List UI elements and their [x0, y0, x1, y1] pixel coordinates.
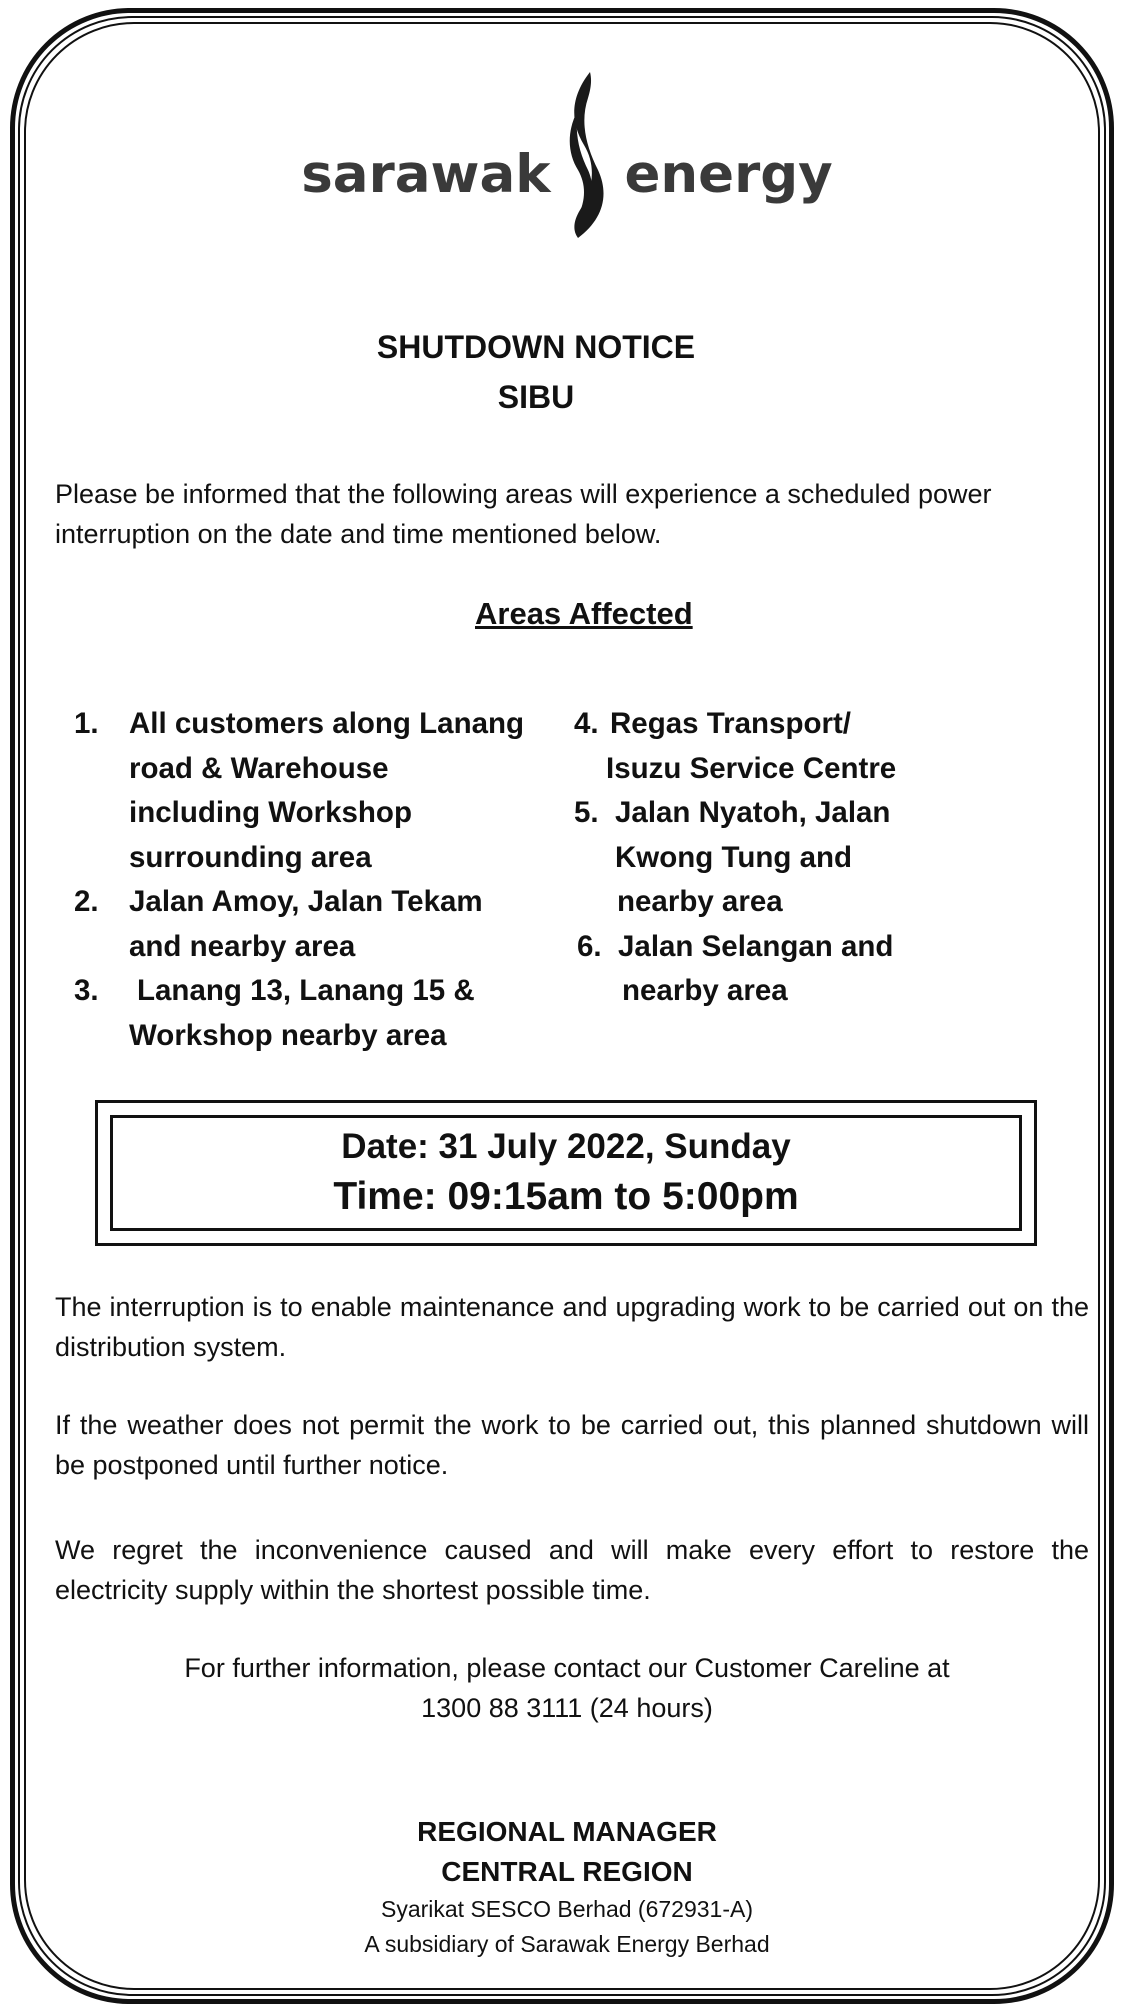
signature-subsidiary: A subsidiary of Sarawak Energy Berhad	[364, 1931, 770, 1957]
area-number: 2.	[74, 885, 99, 918]
areas-list-left	[74, 702, 574, 1058]
areas-affected-heading: Areas Affected	[475, 596, 693, 631]
title-line-1: SHUTDOWN NOTICE	[376, 329, 696, 365]
schedule-box	[95, 1100, 1037, 1246]
area-item-6	[574, 925, 1034, 1014]
title-line-2: SIBU	[497, 379, 575, 415]
area-line: Lanang 13, Lanang 15 &	[137, 974, 475, 1007]
sarawak-energy-logo	[0, 60, 1134, 250]
area-line: nearby area	[622, 974, 788, 1007]
area-line: surrounding area	[129, 840, 372, 874]
area-line: Kwong Tung and	[615, 840, 853, 874]
reason-paragraph: The interruption is to enable maintenance and upgrading work to be carried out on the distribution system.	[55, 1292, 1089, 1362]
area-line: including Workshop	[129, 796, 412, 829]
regret-paragraph: We regret the inconvenience caused and will make every effort to restore the electricity supply within the shortest possible time.	[55, 1535, 1089, 1605]
area-number: 1.	[74, 707, 99, 740]
area-line: Jalan Amoy, Jalan Tekam	[129, 885, 483, 918]
area-line: Jalan Selangan and	[618, 929, 894, 963]
area-line: nearby area	[617, 885, 783, 918]
area-number: 5.	[574, 796, 599, 829]
schedule-box-inner	[110, 1115, 1022, 1231]
signature-company: Syarikat SESCO Berhad (672931-A)	[380, 1896, 753, 1922]
area-line: Regas Transport/	[610, 707, 851, 740]
schedule-date: Date: 31 July 2022, Sunday	[341, 1127, 791, 1166]
intro-paragraph: Please be informed that the following areas will experience a scheduled power interruption on the date and time mentioned below.	[55, 479, 992, 549]
logo-word-left: sarawak	[301, 143, 551, 205]
flame-swirl-icon	[558, 70, 616, 240]
contact-line-1: For further information, please contact our Customer Careline at	[184, 1653, 950, 1683]
area-line: Isuzu Service Centre	[606, 751, 897, 785]
area-item-2	[74, 880, 574, 969]
area-number: 4.	[574, 707, 599, 740]
area-line: All customers along Lanang	[129, 707, 525, 740]
area-item-1	[74, 702, 574, 880]
weather-paragraph: If the weather does not permit the work to be carried out, this planned shutdown will be postponed until further notice.	[55, 1410, 1089, 1480]
notice-title	[0, 322, 1072, 422]
area-item-3	[74, 969, 574, 1058]
area-number: 6.	[577, 929, 602, 963]
signature-region: CENTRAL REGION	[441, 1856, 693, 1887]
area-line: Workshop nearby area	[129, 1018, 447, 1052]
area-number: 3.	[74, 974, 99, 1007]
area-line: road & Warehouse	[129, 751, 389, 785]
area-item-4	[574, 702, 1034, 791]
logo-word-right: energy	[624, 143, 833, 205]
area-item-5	[574, 791, 1034, 925]
signature-title: REGIONAL MANAGER	[417, 1816, 717, 1847]
schedule-time: Time: 09:15am to 5:00pm	[333, 1175, 799, 1218]
area-line: Jalan Nyatoh, Jalan	[615, 796, 891, 829]
contact-phone: 1300 88 3111 (24 hours)	[421, 1693, 713, 1723]
area-line: and nearby area	[129, 929, 356, 963]
areas-list-right	[574, 702, 1034, 1014]
